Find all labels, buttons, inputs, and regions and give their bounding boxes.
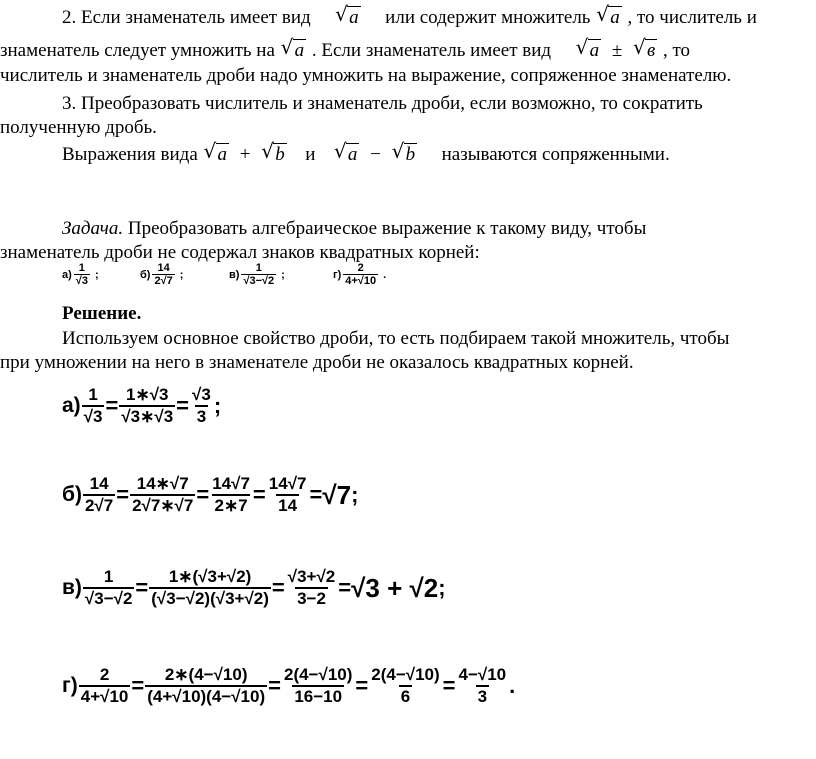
para2-line3: числитель и знаменатель дроби надо умножить на выражение, сопряженное знаменателю.	[0, 65, 732, 86]
fraction: $\frac{2∗(4-√10)}{(4+√10)(4-√10)}$	[147, 665, 266, 706]
solution-g: г) $\frac{2}{4+√10}$ = $\frac{2∗(4-√10)}{(4+√10)(4-√10)}$ = $\frac{2(4-√10)}{16-10}$ = $\frac{2(4-√10)}{6}$ = $\frac{4-√10}{3}$ .	[62, 665, 516, 706]
sqrt-a: √ a	[280, 35, 305, 61]
fraction: $\frac{1∗√3}{√3∗√3}$	[121, 385, 174, 426]
sqrt-b: √ b	[261, 139, 285, 165]
fraction: $\frac{2(4-√10)}{6}$	[371, 665, 440, 706]
fraction: $\frac{1}{√3}$	[75, 262, 88, 287]
fraction: $\frac{√3}{3}$	[192, 385, 211, 426]
fraction: $\frac{14√7}{14}$	[268, 474, 307, 515]
fraction: $\frac{2(4-√10)}{16-10}$	[283, 665, 353, 706]
fraction: $\frac{2}{4+√10}$	[345, 262, 377, 287]
result: √7	[322, 479, 352, 510]
fraction: $\frac{14}{2√7}$	[84, 474, 114, 515]
solution-line2: при умножении на него в знаменателе дроби не оказалось квадратных корней.	[0, 352, 634, 373]
sqrt-a: √ a	[575, 35, 600, 61]
fraction: $\frac{2}{4+√10}$	[80, 665, 129, 706]
task-line2: знаменатель дроби не содержал знаков квадратных корней:	[0, 242, 480, 263]
sqrt-a: √ a	[333, 139, 358, 165]
conjugate-line: Выражения вида √ a + √ b и √ a − √ b называются сопряженными.	[62, 139, 670, 165]
solution-b: б) $\frac{14}{2√7}$ = $\frac{14∗√7}{2√7∗√7}$ = $\frac{14√7}{2∗7}$ = $\frac{14√7}{14}$ = √7 ;	[62, 474, 359, 515]
fraction: $\frac{4-√10}{3}$	[458, 665, 507, 706]
solution-a: а) $\frac{1}{√3}$ = $\frac{1∗√3}{√3∗√3}$ = $\frac{√3}{3}$ ;	[62, 385, 222, 426]
fraction: $\frac{14}{2√7}$	[154, 262, 173, 287]
solution-v: в) $\frac{1}{√3-√2}$ = $\frac{1∗(√3+√2)}{(√3-√2)(√3+√2)}$ = $\frac{√3+√2}{3-2}$ = √3 + √2 ;	[62, 567, 446, 608]
task-v: в) $\frac{1}{√3-√2}$ ;	[229, 262, 285, 287]
para2-line1: 2. Если знаменатель имеет вид √ a или содержит множитель √ a , то числитель и	[62, 2, 757, 28]
sqrt-a: √ a	[203, 139, 227, 165]
result: √3 + √2	[351, 572, 439, 603]
task-label: Задача.	[62, 218, 124, 239]
para3-line2: полученную дробь.	[0, 117, 157, 138]
solution-line1: Используем основное свойство дроби, то есть подбираем такой множитель, чтобы	[62, 328, 730, 349]
task-g: г) $\frac{2}{4+√10}$ .	[333, 262, 387, 287]
task-b: б) $\frac{14}{2√7}$ ;	[140, 262, 184, 287]
fraction: $\frac{1∗(√3+√2)}{(√3-√2)(√3+√2)}$	[151, 567, 269, 608]
para3-line1: 3. Преобразовать числитель и знаменатель дроби, если возможно, то сократить	[62, 93, 703, 114]
task-line1: Задача. Преобразовать алгебраическое выражение к такому виду, чтобы	[62, 218, 647, 239]
sqrt-a: √ a	[335, 2, 359, 28]
fraction: $\frac{14∗√7}{2√7∗√7}$	[132, 474, 194, 515]
solution-heading: Решение.	[62, 303, 142, 324]
sqrt-b: √ b	[391, 139, 416, 165]
fraction: $\frac{1}{√3-√2}$	[243, 262, 275, 287]
fraction: $\frac{√3+√2}{3-2}$	[287, 567, 336, 608]
fraction: $\frac{1}{√3}$	[83, 385, 103, 426]
task-a: а) $\frac{1}{√3}$ ;	[62, 262, 99, 287]
sqrt-a: √ a	[596, 2, 620, 28]
fraction: $\frac{1}{√3-√2}$	[84, 567, 133, 608]
para2-line2: знаменатель следует умножить на √ a . Если знаменатель имеет вид √ a ± √ в , то	[0, 35, 691, 61]
sqrt-v: √ в	[633, 35, 656, 61]
fraction: $\frac{14√7}{2∗7}$	[212, 474, 250, 515]
